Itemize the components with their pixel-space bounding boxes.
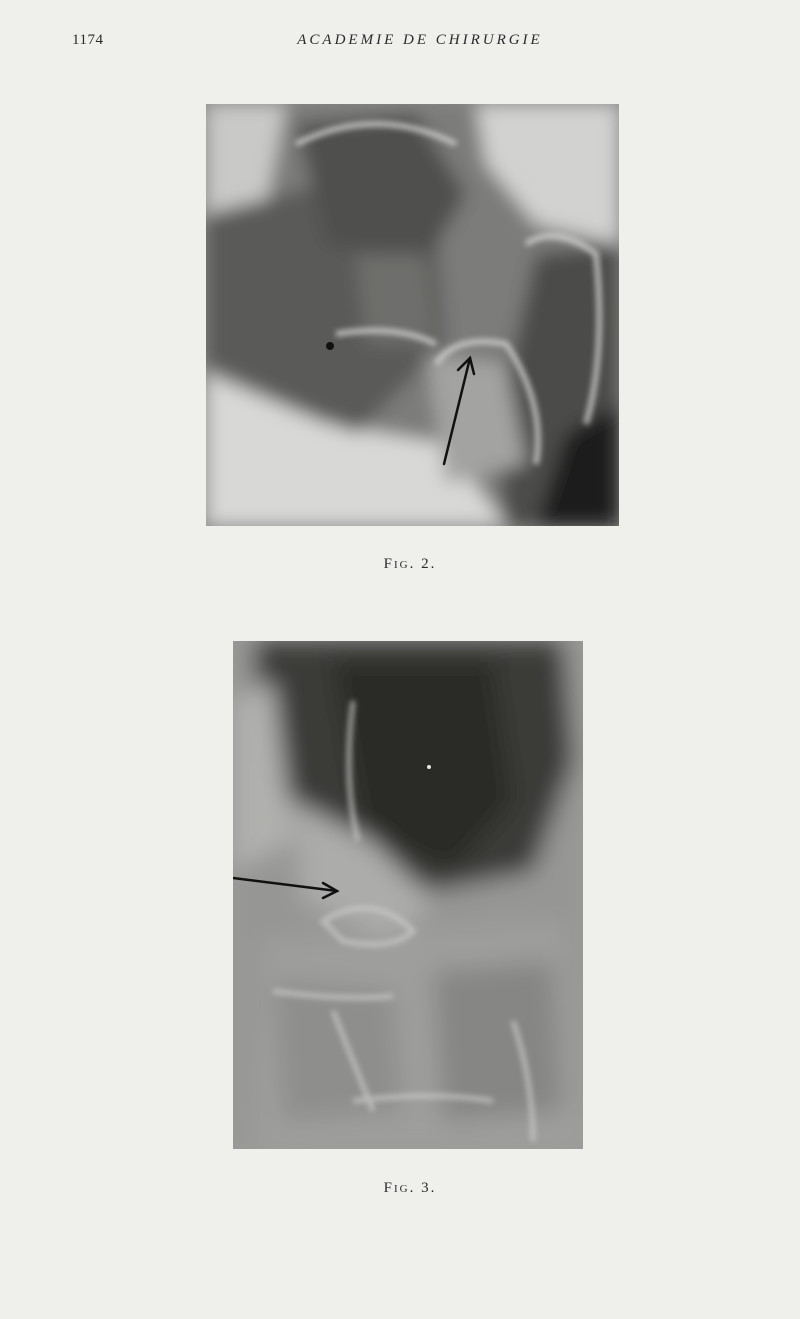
figure-2-caption: Fig. 2. (383, 556, 437, 572)
figure-2-radiograph (206, 104, 619, 526)
figure-3-radiograph (233, 641, 583, 1149)
running-title: ACADEMIE DE CHIRURGIE (297, 32, 543, 48)
page-number: 1174 (72, 32, 104, 48)
figure-3-xray-image (233, 641, 583, 1149)
figure-3-caption: Fig. 3. (383, 1180, 437, 1196)
figure-2-xray-image (206, 104, 619, 526)
